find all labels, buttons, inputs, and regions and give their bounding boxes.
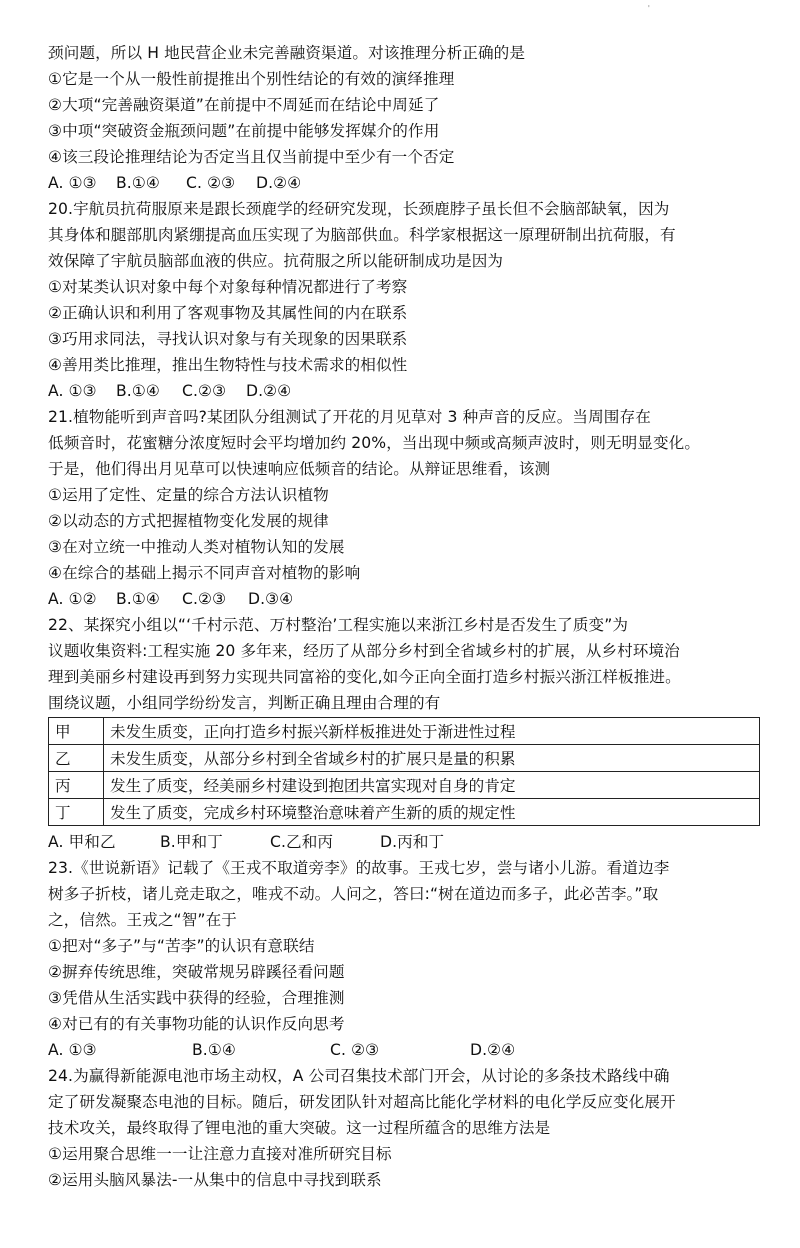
table-row xyxy=(49,772,760,799)
q20-item: ①对某类认识对象中每个对象每种情况都进行了考察 xyxy=(48,278,408,296)
q23-stem: 之，信然。王戎之“智”在于 xyxy=(48,911,237,929)
q22-stem: 围绕议题，小组同学纷纷发言，判断正确且理由合理的有 xyxy=(48,694,441,712)
q24-item: ②运用头脑风暴法-一从集中的信息中寻找到联系 xyxy=(48,1171,382,1189)
q20-item: ④善用类比推理，推出生物特性与技术需求的相似性 xyxy=(48,356,408,374)
row-key: 丙 xyxy=(49,772,104,799)
option-b: B.①④ xyxy=(192,1041,237,1059)
q24-stem: 24.为赢得新能源电池市场主动权，A 公司召集技术部门开会，从讨论的多条技术路线中确 xyxy=(48,1067,670,1085)
option-d: D.②④ xyxy=(256,174,302,192)
q22-options xyxy=(48,829,760,855)
row-value: 发生了质变，完成乡村环境整治意味着产生新的质的规定性 xyxy=(104,799,760,826)
option-a: A. ①③ xyxy=(48,1041,97,1059)
q19-item: ③中项“突破资金瓶颈问题”在前提中能够发挥媒介的作用 xyxy=(48,122,440,140)
corner-mark: ' xyxy=(647,4,650,13)
q19-options xyxy=(48,170,760,196)
q21-options xyxy=(48,586,760,612)
option-c: C. ②③ xyxy=(330,1041,380,1059)
q22-stem: 议题收集资料:工程实施 20 多年来，经历了从部分乡村到全省域乡村的扩展，从乡村环境治 xyxy=(48,642,680,660)
table-row xyxy=(49,799,760,826)
row-value: 未发生质变，从部分乡村到全省域乡村的扩展只是量的积累 xyxy=(104,745,760,772)
option-b: B.①④ xyxy=(116,590,161,608)
q24-item: ①运用聚合思维一一让注意力直接对准所研究目标 xyxy=(48,1145,392,1163)
exam-page xyxy=(48,40,760,1193)
q21-item: ④在综合的基础上揭示不同声音对植物的影响 xyxy=(48,564,361,582)
q21-stem: 21.植物能听到声音吗?某团队分组测试了开花的月见草对 3 种声音的反应。当周围存在 xyxy=(48,408,651,426)
option-b: B.①④ xyxy=(116,382,161,400)
q21-item: ③在对立统一中推动人类对植物认知的发展 xyxy=(48,538,345,556)
q19-stem: 颈问题，所以 H 地民营企业未完善融资渠道。对该推理分析正确的是 xyxy=(48,44,526,62)
q22-stem: 理到美丽乡村建设再到努力实现共同富裕的变化,如今正向全面打造乡村振兴浙江样板推进。 xyxy=(48,668,681,686)
option-c: C.乙和丙 xyxy=(270,833,334,851)
option-a: A. ①③ xyxy=(48,382,97,400)
option-a: A. ①② xyxy=(48,590,97,608)
q24-stem: 定了研发凝聚态电池的目标。随后，研发团队针对超高比能化学材料的电化学反应变化展开 xyxy=(48,1093,676,1111)
option-c: C.②③ xyxy=(182,382,227,400)
q23-stem: 23.《世说新语》记载了《王戎不取道旁李》的故事。王戎七岁，尝与诸小儿游。看道边李 xyxy=(48,859,670,877)
option-a: A. ①③ xyxy=(48,174,97,192)
table-row xyxy=(49,718,760,745)
row-key: 乙 xyxy=(49,745,104,772)
q23-item: ①把对“多子”与“苦李”的认识有意联结 xyxy=(48,937,315,955)
q20-item: ③巧用求同法，寻找认识对象与有关现象的因果联系 xyxy=(48,330,408,348)
option-c: C. ②③ xyxy=(186,174,236,192)
table-row xyxy=(49,745,760,772)
q19-item: ④该三段论推理结论为否定当且仅当前提中至少有一个否定 xyxy=(48,148,455,166)
q20-options xyxy=(48,378,760,404)
q19-item: ①它是一个从一般性前提推出个别性结论的有效的演绎推理 xyxy=(48,70,455,88)
q22-stem: 22、某探究小组以“‘千村示范、万村整治’工程实施以来浙江乡村是否发生了质变”为 xyxy=(48,616,629,634)
judgement-table xyxy=(48,717,760,826)
q20-stem: 20.宇航员抗荷服原来是跟长颈鹿学的经研究发现，长颈鹿脖子虽长但不会脑部缺氧，因为 xyxy=(48,200,670,218)
q21-stem: 低频音时，花蜜糖分浓度短时会平均增加约 20%，当出现中频或高频声波时，则无明显变化。 xyxy=(48,434,701,452)
q21-item: ②以动态的方式把握植物变化发展的规律 xyxy=(48,512,329,530)
option-b: B.①④ xyxy=(116,174,161,192)
q21-item: ①运用了定性、定量的综合方法认识植物 xyxy=(48,486,329,504)
q20-item: ②正确认识和利用了客观事物及其属性间的内在联系 xyxy=(48,304,408,322)
option-d: D.③④ xyxy=(248,590,294,608)
option-c: C.②③ xyxy=(182,590,227,608)
row-value: 未发生质变，正向打造乡村振兴新样板推进处于渐进性过程 xyxy=(104,718,760,745)
option-d: D.②④ xyxy=(246,382,292,400)
q24-stem: 技术攻关，最终取得了锂电池的重大突破。这一过程所蕴含的思维方法是 xyxy=(48,1119,551,1137)
q19-item: ②大项“完善融资渠道”在前提中不周延而在结论中周延了 xyxy=(48,96,440,114)
q23-stem: 树多子折枝，诸儿竞走取之，唯戎不动。人问之，答曰:“树在道边而多子，此必苦李。”取 xyxy=(48,885,659,903)
option-a: A. 甲和乙 xyxy=(48,833,116,851)
option-d: D.②④ xyxy=(470,1041,516,1059)
row-key: 丁 xyxy=(49,799,104,826)
q21-stem: 于是，他们得出月见草可以快速响应低频音的结论。从辩证思维看，该测 xyxy=(48,460,551,478)
option-d: D.丙和丁 xyxy=(380,833,445,851)
row-value: 发生了质变，经美丽乡村建设到抱团共富实现对自身的肯定 xyxy=(104,772,760,799)
q23-item: ④对已有的有关事物功能的认识作反向思考 xyxy=(48,1015,345,1033)
row-key: 甲 xyxy=(49,718,104,745)
option-b: B.甲和丁 xyxy=(160,833,223,851)
q23-item: ②摒弃传统思维，突破常规另辟蹊径看问题 xyxy=(48,963,345,981)
q20-stem: 效保障了宇航员脑部血液的供应。抗荷服之所以能研制成功是因为 xyxy=(48,252,504,270)
q20-stem: 其身体和腿部肌肉紧绷提高血压实现了为脑部供血。科学家根据这一原理研制出抗荷服，有 xyxy=(48,226,676,244)
q23-item: ③凭借从生活实践中获得的经验，合理推测 xyxy=(48,989,345,1007)
q23-options xyxy=(48,1037,760,1063)
